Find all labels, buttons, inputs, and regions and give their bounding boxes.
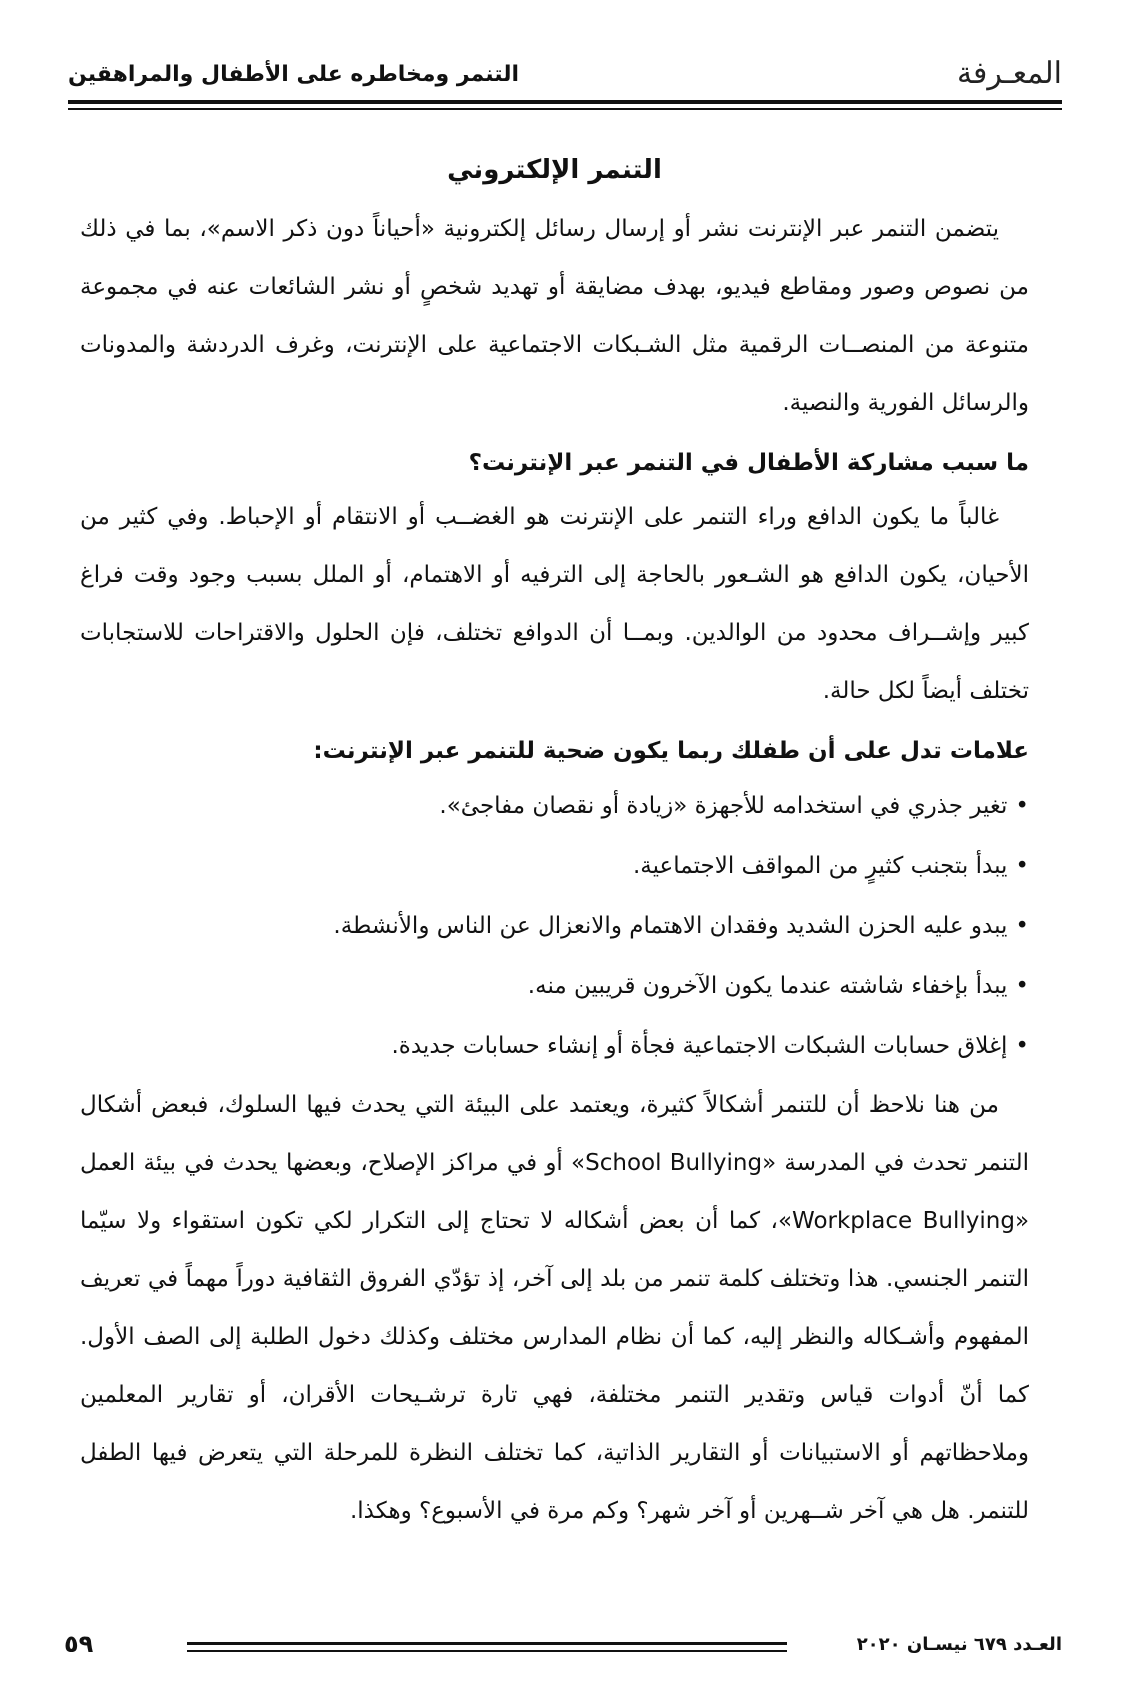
list-item	[80, 1016, 1029, 1076]
header-rule-thick	[68, 100, 1062, 104]
footer-rule-thin	[187, 1650, 787, 1652]
page-footer	[52, 1628, 1062, 1668]
list-item	[80, 956, 1029, 1016]
paragraph-3	[80, 1076, 1029, 1540]
list-item	[80, 896, 1029, 956]
issue-info: العـدد ٦٧٩ نيسـان ٢٠٢٠	[856, 1634, 1062, 1655]
signs-list	[80, 776, 1029, 1076]
bullet-icon: •	[1015, 1033, 1029, 1059]
bullet-icon: •	[1015, 853, 1029, 879]
list-item-text: يبدأ بإخفاء شاشته عندما يكون الآخرون قريبين منه.	[527, 973, 1008, 999]
page-number: ٥٩	[64, 1630, 94, 1658]
running-title: التنمر ومخاطره على الأطفال والمراهقين	[68, 62, 520, 87]
paragraph-2: غالباً ما يكون الدافع وراء التنمر على الإنترنت هو الغضــب أو الانتقام أو الإحباط. وفي كثير من الأحيان، يكون الدافع هو الشـعور بالحاجة إلى الترفيه أو الاهتمام، أو الملل بسبب وجود وقت فراغ كبير وإشــراف محدود من الوالدين. وبمــا أن الدوافع تختلف، فإن الحلول والاقتراحات للاستجابات تختلف أيضاً لكل حالة.	[80, 504, 1029, 704]
list-item	[80, 776, 1029, 836]
bullet-icon: •	[1015, 793, 1029, 819]
subheading-2: علامات تدل على أن طفلك ربما يكون ضحية للتنمر عبر الإنترنت:	[313, 738, 1029, 764]
header-rule-thin	[68, 108, 1062, 110]
paragraph-3-part-b: » أو في مراكز الإصلاح، وبعضها يحدث في بيئة العمل «	[80, 1150, 1030, 1234]
term-workplace-bullying: Workplace Bullying	[792, 1208, 1015, 1234]
paragraph-1: يتضمن التنمر عبر الإنترنت نشر أو إرسال رسائل إلكترونية «أحياناً دون ذكر الاسم»، بما في ذلك من نصوص وصور ومقاطع فيديو، بهدف مضايقة أو تهديد شخصٍ أو نشر الشائعات عنه في مجموعة متنوعة من المنصــات الرقمية مثل الشـبكات الاجتماعية على الإنترنت، وغرف الدردشة والمدونات والرسائل الفورية والنصية.	[80, 216, 1029, 416]
subheading-1: ما سبب مشاركة الأطفال في التنمر عبر الإنترنت؟	[468, 450, 1029, 476]
list-item-text: يبدو عليه الحزن الشديد وفقدان الاهتمام والانعزال عن الناس والأنشطة.	[333, 913, 1008, 939]
list-item-text: يبدأ بتجنب كثيرٍ من المواقف الاجتماعية.	[632, 853, 1008, 879]
footer-rule-thick	[187, 1642, 787, 1645]
list-item-text: إغلاق حسابات الشبكات الاجتماعية فجأة أو إنشاء حسابات جديدة.	[391, 1033, 1008, 1059]
paragraph-3-part-c: »، كما أن بعض أشكاله لا تحتاج إلى التكرار لكي تكون استقواء ولا سيّما التنمر الجنسي. هذا وتختلف كلمة تنمر من بلد إلى آخر، إذ تؤدّي الفروق الثقافية دوراً مهماً في تعريف المفهوم وأشـكاله والنظر إليه، كما أن نظام المدارس مختلف وكذلك دخول الطلبة إلى الصف الأول. كما أنّ أدوات قياس وتقدير التنمر مختلفة، فهي تارة ترشـيحات الأقران، أو تقارير المعلمين وملاحظاتهم أو الاستبيانات أو التقارير الذاتية، كما تختلف النظرة للمرحلة التي يتعرض فيها الطفل للتنمر. هل هي آخر شــهرين أو آخر شهر؟ وكم مرة في الأسبوع؟ وهكذا.	[80, 1208, 1029, 1524]
bullet-icon: •	[1015, 973, 1029, 999]
page-header	[68, 40, 1062, 104]
list-item	[80, 836, 1029, 896]
paragraph-3-part-a: من هنا نلاحظ أن للتنمر أشكالاً كثيرة، ويعتمد على البيئة التي يحدث فيها السلوك، فبعض أشكال التنمر تحدث في المدرسة «	[80, 1092, 1029, 1176]
list-item-text: تغير جذري في استخدامه للأجهزة «زيادة أو نقصان مفاجئ».	[439, 793, 1008, 819]
article-body	[80, 150, 1029, 1546]
section-title: التنمر الإلكتروني	[447, 155, 662, 185]
term-school-bullying: School Bullying	[585, 1150, 763, 1176]
bullet-icon: •	[1015, 913, 1029, 939]
magazine-logo: المعـرفة	[956, 56, 1062, 91]
